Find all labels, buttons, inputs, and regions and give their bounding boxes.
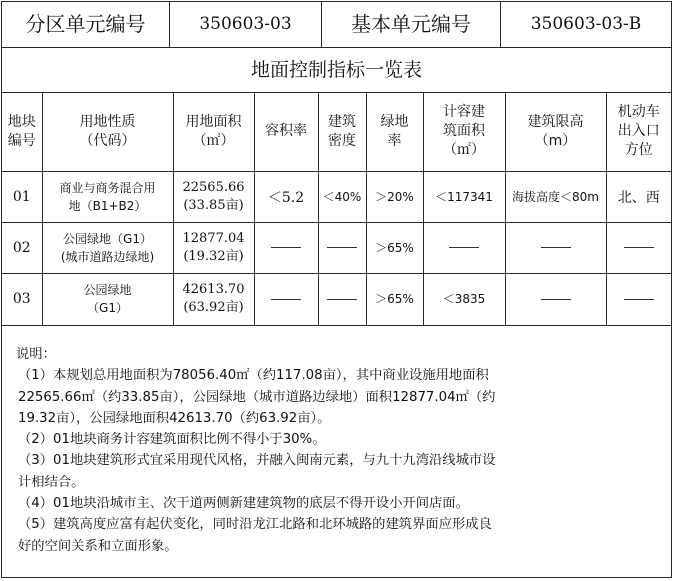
cell-far: ＜5.2 (254, 171, 318, 222)
col-header-density: 建筑 密度 (318, 93, 366, 171)
cell-plot-no: 01 (2, 171, 42, 222)
note-line: 好的空间关系和立面形象。 (18, 538, 178, 554)
table-row (2, 273, 671, 325)
cell-gfa (423, 222, 505, 273)
table-row (2, 222, 671, 273)
zone-unit-label: 分区单元编号 (2, 2, 170, 47)
cell-land-area: 12877.04 (19.32亩) (173, 222, 254, 273)
basic-unit-label: 基本单元编号 (322, 2, 501, 47)
empty-value-dash (271, 299, 301, 300)
notes-section (16, 344, 661, 557)
note-line: （5）建筑高度应富有起伏变化，同时沿龙江北路和北环城路的建筑界面应形成良 (18, 517, 492, 533)
empty-value-dash (327, 247, 357, 248)
cell-density (318, 222, 366, 273)
note-line: 22565.66㎡（约33.85亩），公园绿地（城市道路边绿地）面积12877.04㎡（约 (18, 389, 496, 405)
cell-density: ＜40% (318, 171, 366, 222)
col-header-vehicle-entrance: 机动车 出入口 方位 (606, 93, 671, 171)
cell-height-limit: 海拔高度＜80m (505, 171, 606, 222)
control-index-sheet (1, 1, 672, 578)
col-header-plot-no: 地块 编号 (2, 93, 42, 171)
note-line: （2）01地块商务计容建筑面积比例不得小于30%。 (18, 432, 326, 448)
empty-value-dash (541, 299, 571, 300)
empty-value-dash (271, 247, 301, 248)
cell-green-ratio: ＞65% (366, 222, 423, 273)
cell-land-use: 商业与商务混合用 地（B1+B2） (42, 171, 173, 222)
basic-unit-code: 350603-03-B (530, 14, 642, 34)
control-index-table (2, 93, 671, 326)
zone-unit-code: 350603-03 (170, 2, 322, 47)
note-line: （3）01地块建筑形式宜采用现代风格，并融入闽南元素，与九十九湾沿线城市设 (18, 453, 496, 469)
note-line: 19.32亩），公园绿地面积42613.70（约63.92亩）。 (18, 410, 331, 426)
table-header-row (2, 93, 671, 171)
cell-green-ratio: ＞65% (366, 273, 423, 325)
cell-vehicle-entrance: 北、西 (606, 171, 671, 222)
unit-header-row (2, 2, 671, 48)
cell-far (254, 222, 318, 273)
cell-land-use: 公园绿地 （G1） (42, 273, 173, 325)
cell-plot-no: 03 (2, 273, 42, 325)
cell-land-use: 公园绿地（G1） (城市道路边绿地) (42, 222, 173, 273)
cell-height-limit (505, 222, 606, 273)
empty-value-dash (624, 299, 654, 300)
empty-value-dash (449, 247, 479, 248)
notes-title: 说明： (16, 347, 56, 362)
col-header-gfa: 计容建 筑面积 （㎡） (423, 93, 505, 171)
empty-value-dash (624, 247, 654, 248)
note-line: （1）本规划总用地面积为78056.40㎡（约117.08亩），其中商业设施用地面积 (18, 368, 489, 384)
cell-land-area: 22565.66 (33.85亩) (173, 171, 254, 222)
empty-value-dash (327, 299, 357, 300)
cell-land-area: 42613.70 (63.92亩) (173, 273, 254, 325)
cell-gfa: ＜3835 (423, 273, 505, 325)
table-row (2, 171, 671, 222)
cell-far (254, 273, 318, 325)
cell-vehicle-entrance (606, 222, 671, 273)
table-title: 地面控制指标一览表 (2, 48, 671, 93)
col-header-land-use: 用地性质 （代码） (42, 93, 173, 171)
cell-density (318, 273, 366, 325)
col-header-height-limit: 建筑限高 （m） (505, 93, 606, 171)
cell-green-ratio: ＞20% (366, 171, 423, 222)
note-line: （4）01地块沿城市主、次干道两侧新建建筑物的底层不得开设小开间店面。 (18, 496, 469, 512)
col-header-land-area: 用地面积 （㎡） (173, 93, 254, 171)
cell-plot-no: 02 (2, 222, 42, 273)
cell-vehicle-entrance (606, 273, 671, 325)
col-header-green-ratio: 绿地 率 (366, 93, 423, 171)
col-header-far: 容积率 (254, 93, 318, 171)
cell-height-limit (505, 273, 606, 325)
note-line: 计相结合。 (18, 474, 85, 490)
cell-gfa: ＜117341 (423, 171, 505, 222)
empty-value-dash (541, 247, 571, 248)
